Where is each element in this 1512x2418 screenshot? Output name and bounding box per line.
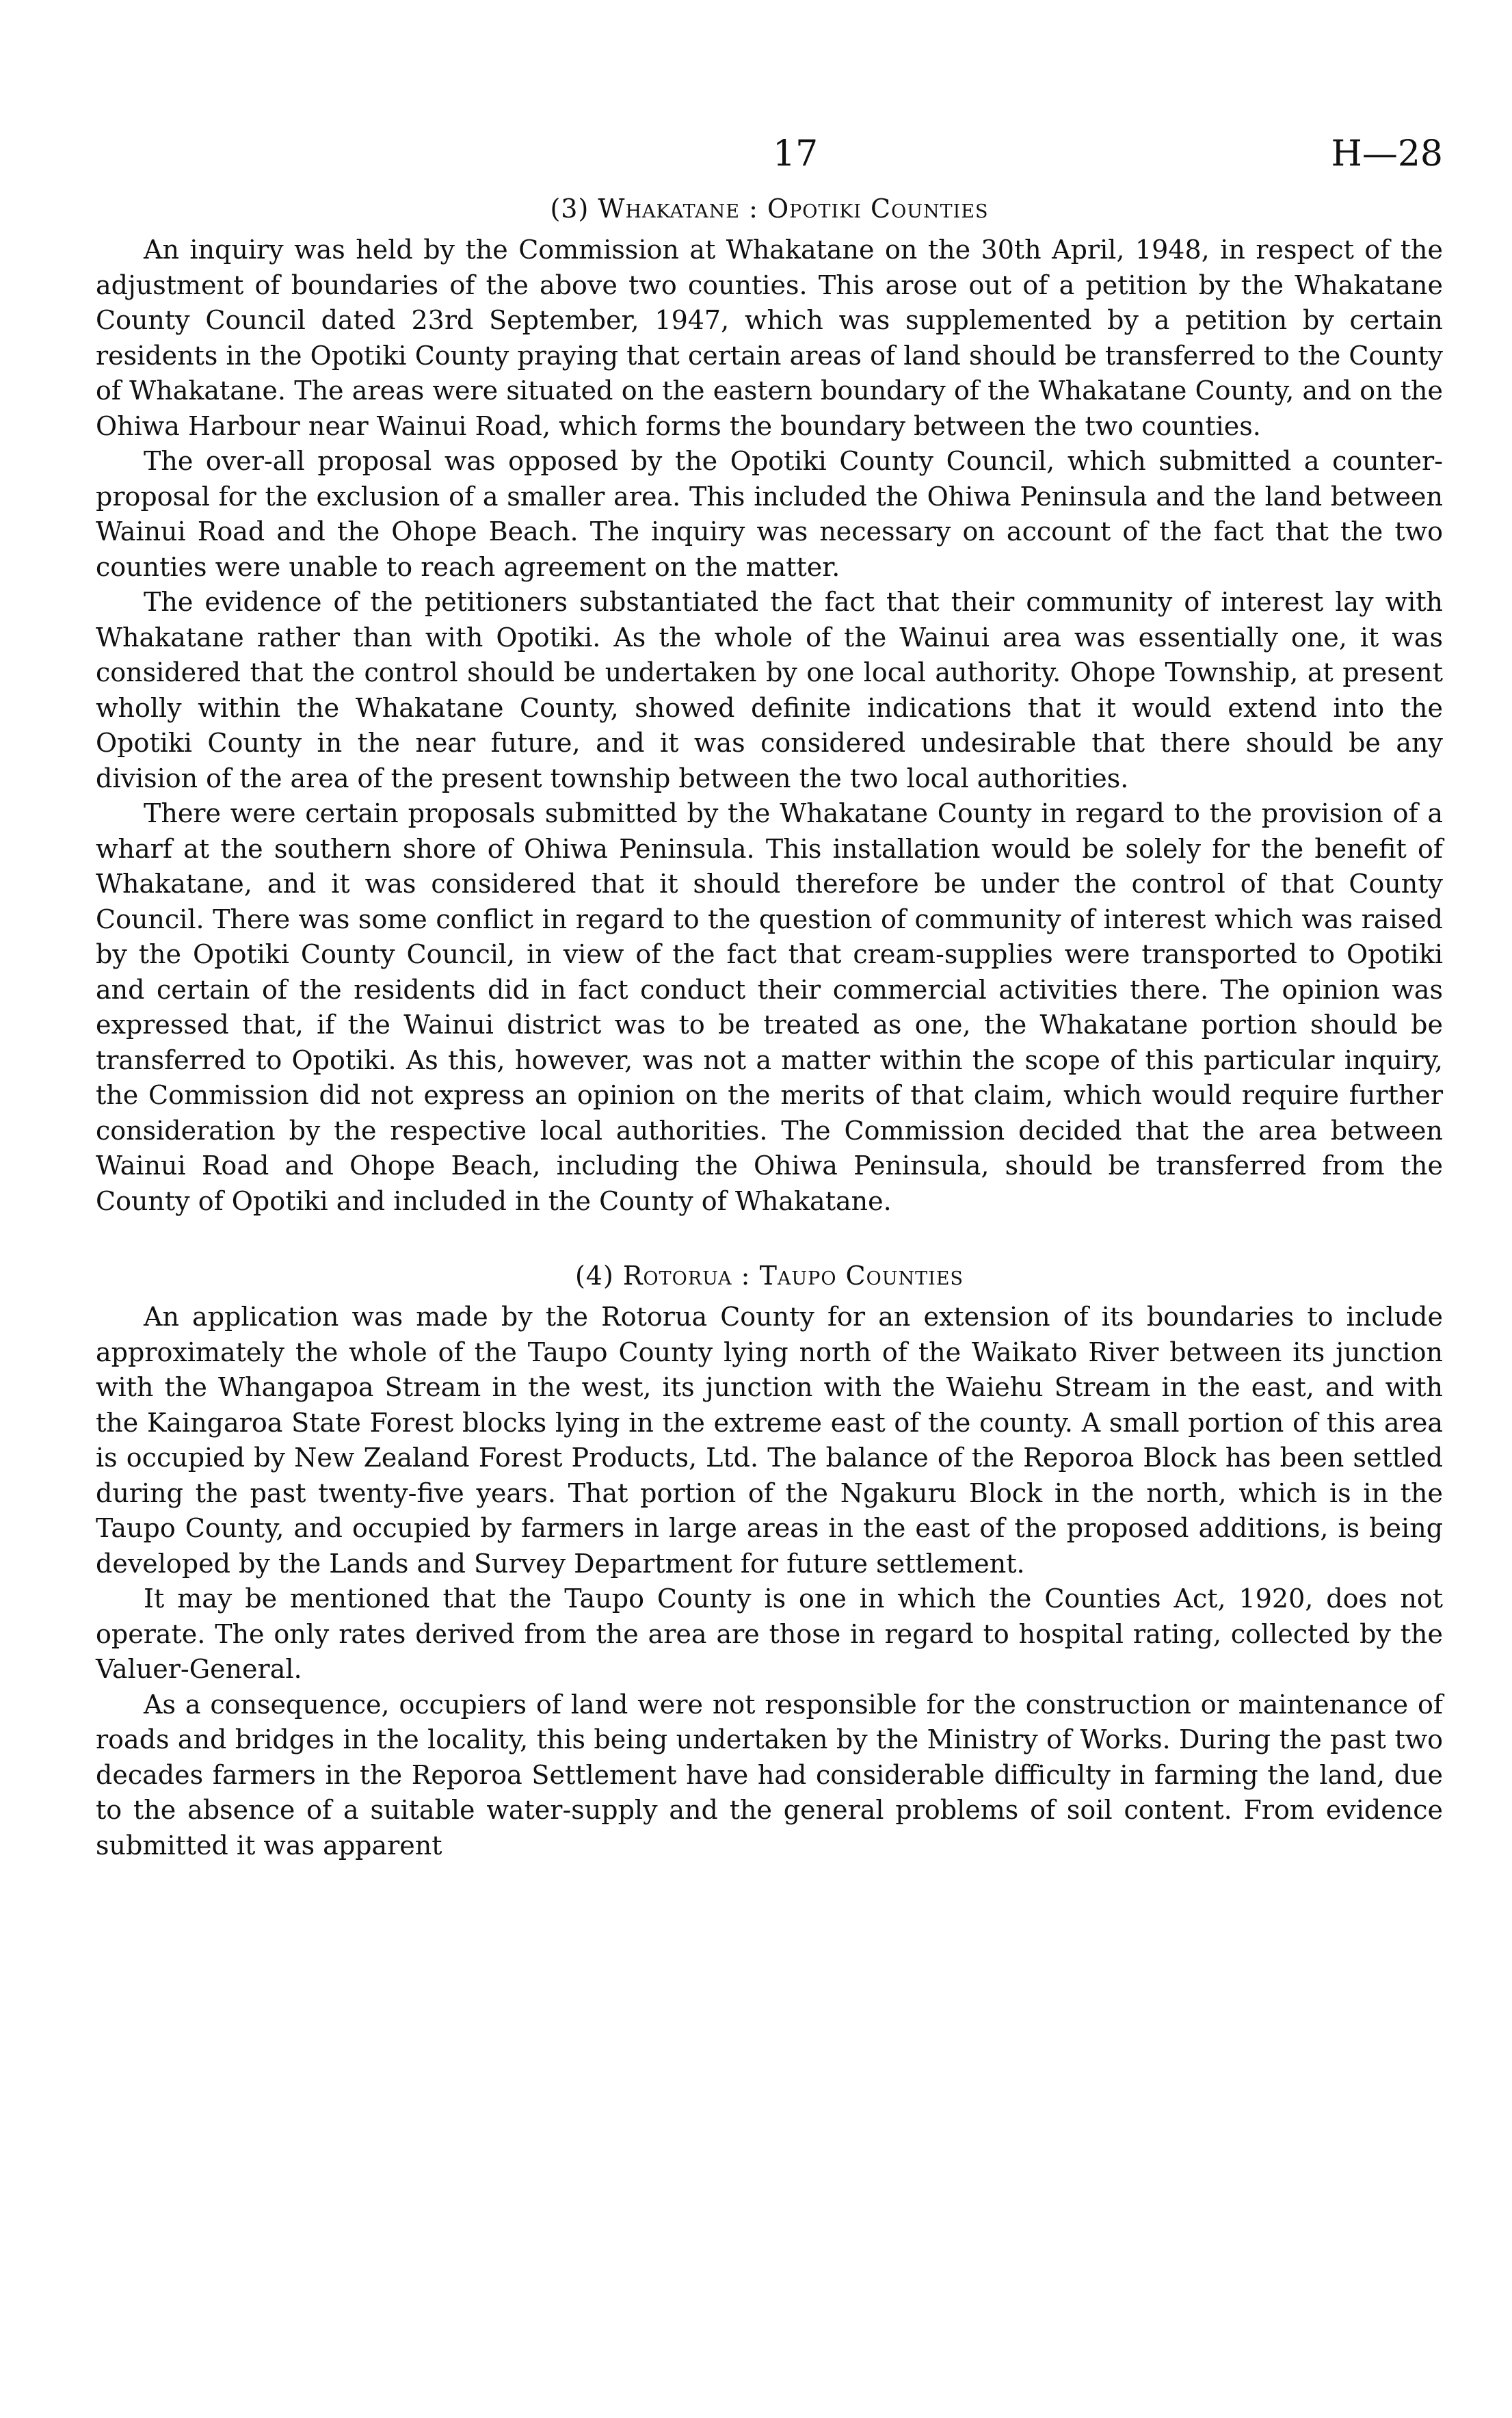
section-heading-separator: :: [749, 194, 758, 224]
section-heading: [96, 1252, 1443, 1300]
paragraph: It may be mentioned that the Taupo County is one in which the Counties Act, 1920, does not operate. The only rates derived from the area are those in regard to hospital rating, collected by the Valuer-General.: [96, 1583, 1443, 1684]
section-rotorua-taupo: [96, 1252, 1443, 1863]
section-heading-left: Whakatane: [598, 194, 740, 224]
page-number: 17: [773, 133, 819, 174]
document-code: H—28: [1331, 133, 1443, 174]
section-heading-right: Opotiki Counties: [767, 194, 989, 224]
section-heading: [96, 185, 1443, 233]
section-spacer: [96, 1219, 1443, 1252]
section-number: (3): [550, 194, 589, 224]
document-page: [96, 123, 1443, 1863]
section-number: (4): [574, 1261, 614, 1291]
section-heading-right: Taupo Counties: [759, 1261, 964, 1291]
paragraph: There were certain proposals submitted by the Whakatane County in regard to the provision of a wharf at the southern shore of Ohiwa Peninsula. This installation would be solely for the benefit of Whakatane, and it was considered that it should therefore be under the control of that County Council. There was some conflict in regard to the question of community of interest which was raised by the Opotiki County Council, in view of the fact that cream-supplies were transported to Opotiki and certain of the residents did in fact conduct their commercial activities there. The opinion was expressed that, if the Wainui district was to be treated as one, the Whakatane portion should be transferred to Opotiki. As this, however, was not a matter within the scope of this particular inquiry, the Commission did not express an opinion on the merits of that claim, which would require further consideration by the respective local authorities. The Commission decided that the area between Wainui Road and Ohope Beach, including the Ohiwa Peninsula, should be transferred from the County of Opotiki and included in the County of Whakatane.: [96, 798, 1443, 1216]
paragraph: As a consequence, occupiers of land were not responsible for the construction or maintenance of roads and bridges in the locality, this being undertaken by the Ministry of Works. During the past two decades farmers in the Reporoa Settlement have had considerable difficulty in farming the land, due to the absence of a suitable water-supply and the general problems of soil content. From evidence submitted it was apparent: [96, 1689, 1443, 1861]
running-head: [96, 123, 1443, 185]
paragraph: The evidence of the petitioners substantiated the fact that their community of interest lay with Whakatane rather than with Opotiki. As the whole of the Wainui area was essentially one, it was considered that the control should be undertaken by one local authority. Ohope Township, at present wholly within the Whakatane County, showed definite indications that it would extend into the Opotiki County in the near future, and it was considered undesirable that there should be any division of the area of the present township between the two local authorities.: [96, 587, 1443, 793]
paragraph: An application was made by the Rotorua County for an extension of its boundaries to include approximately the whole of the Taupo County lying north of the Waikato River between its junction with the Whangapoa Stream in the west, its junction with the Waiehu Stream in the east, and with the Kaingaroa State Forest blocks lying in the extreme east of the county. A small portion of this area is occupied by New Zealand Forest Products, Ltd. The balance of the Reporoa Block has been settled during the past twenty-five years. That portion of the Ngakuru Block in the north, which is in the Taupo County, and occupied by farmers in large areas in the east of the proposed additions, is being developed by the Lands and Survey Department for future settlement.: [96, 1302, 1443, 1579]
section-heading-left: Rotorua: [622, 1261, 732, 1291]
paragraph: The over-all proposal was opposed by the Opotiki County Council, which submitted a counter-proposal for the exclusion of a smaller area. This included the Ohiwa Peninsula and the land between Wainui Road and the Ohope Beach. The inquiry was necessary on account of the fact that the two counties were unable to reach agreement on the matter.: [96, 446, 1443, 582]
paragraph: An inquiry was held by the Commission at Whakatane on the 30th April, 1948, in respect of the adjustment of boundaries of the above two counties. This arose out of a petition by the Whakatane County Council dated 23rd September, 1947, which was supplemented by a petition by certain residents in the Opotiki County praying that certain areas of land should be transferred to the County of Whakatane. The areas were situated on the eastern boundary of the Whakatane County, and on the Ohiwa Harbour near Wainui Road, which forms the boundary between the two counties.: [96, 235, 1443, 441]
section-whakatane-opotiki: [96, 185, 1443, 1219]
section-heading-separator: :: [741, 1261, 751, 1291]
